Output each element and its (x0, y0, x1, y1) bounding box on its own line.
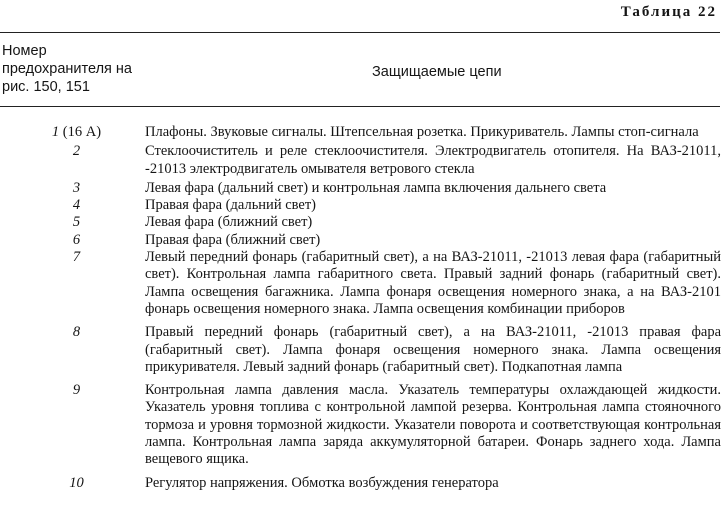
fuse-number-header: Номер предохранителя на рис. 150, 151 (2, 43, 132, 95)
protected-circuits: Плафоны. Звуковые сигналы. Штепсельная розетка. Прикуриватель. Лампы стоп-сигнала (145, 124, 699, 140)
table-row (0, 143, 725, 178)
protected-circuits: Контрольная лампа давления масла. Указатель температуры охлаждающей жидкости. Указатель уровня топлива с контрольной лампой резерва. Контрольная лампа стояночного тормоза и уровня тормозной жидкости. Указатели поворота и соответствующая контрольная лампа. Контрольная лампа заряда аккумуляторной батареи. Фонарь заднего хода. Лампа вещевого ящика. (145, 382, 721, 468)
table-row (0, 197, 725, 214)
fuse-number: 1 (16 А) (51, 124, 102, 140)
protected-circuits: Правая фара (дальний свет) (145, 197, 317, 214)
table-caption: Таблица 22 (620, 4, 717, 20)
protected-circuits: Правая фара (ближний свет) (145, 231, 321, 248)
fuse-number: 5 (72, 214, 81, 231)
fuse-table-body (0, 124, 725, 492)
table-row (0, 214, 725, 231)
fuse-rating: (16 А) (62, 124, 102, 140)
header-top-rule (0, 32, 720, 33)
fuse-number: 9 (72, 382, 81, 399)
table-row (0, 324, 725, 376)
protected-circuits: Левая фара (дальний свет) и контрольная лампа включения дальнего света (145, 179, 607, 196)
fuse-number: 6 (72, 231, 81, 248)
table-row (0, 249, 725, 318)
protected-circuits: Регулятор напряжения. Обмотка возбуждения генератора (145, 474, 499, 491)
table-row (0, 382, 725, 468)
fuse-number: 8 (72, 324, 81, 341)
fuse-number: 10 (69, 474, 84, 491)
fuse-number: 7 (72, 249, 81, 266)
fuse-number: 4 (72, 197, 81, 214)
fuse-number: 3 (72, 179, 81, 196)
circuits-header: Защищаемые цепи (372, 64, 502, 80)
table-row (0, 124, 725, 141)
table-row (0, 232, 725, 249)
protected-circuits: Правый передний фонарь (габаритный свет), а на ВАЗ-21011, -21013 правая фара (габаритный свет). Лампа фонаря освещения номерного знака. Лампа освещения прикуривателя. Левый задний фонарь (габаритный свет). Подкапотная лампа (145, 324, 721, 375)
fuse-number: 2 (72, 143, 81, 160)
protected-circuits: Левая фара (ближний свет) (145, 214, 313, 231)
table-row (0, 475, 725, 492)
protected-circuits: Стеклоочиститель и реле стеклоочистителя. Электродвигатель отопителя. На ВАЗ-21011, -21013 электродвигатель омывателя ветрового стекла (145, 143, 721, 177)
header-bottom-rule (0, 106, 720, 107)
protected-circuits: Левый передний фонарь (габаритный свет), а на ВАЗ-21011, -21013 левая фара (габаритный свет). Контрольная лампа габаритного света. Правый задний фонарь (габаритный свет). Лампа освещения багажника. Лампа фонаря освещения номерного знака, а на ВАЗ-2101 фонарь освещения номерного знака. Лампа освещения комбинации приборов (145, 249, 721, 317)
table-row (0, 180, 725, 197)
